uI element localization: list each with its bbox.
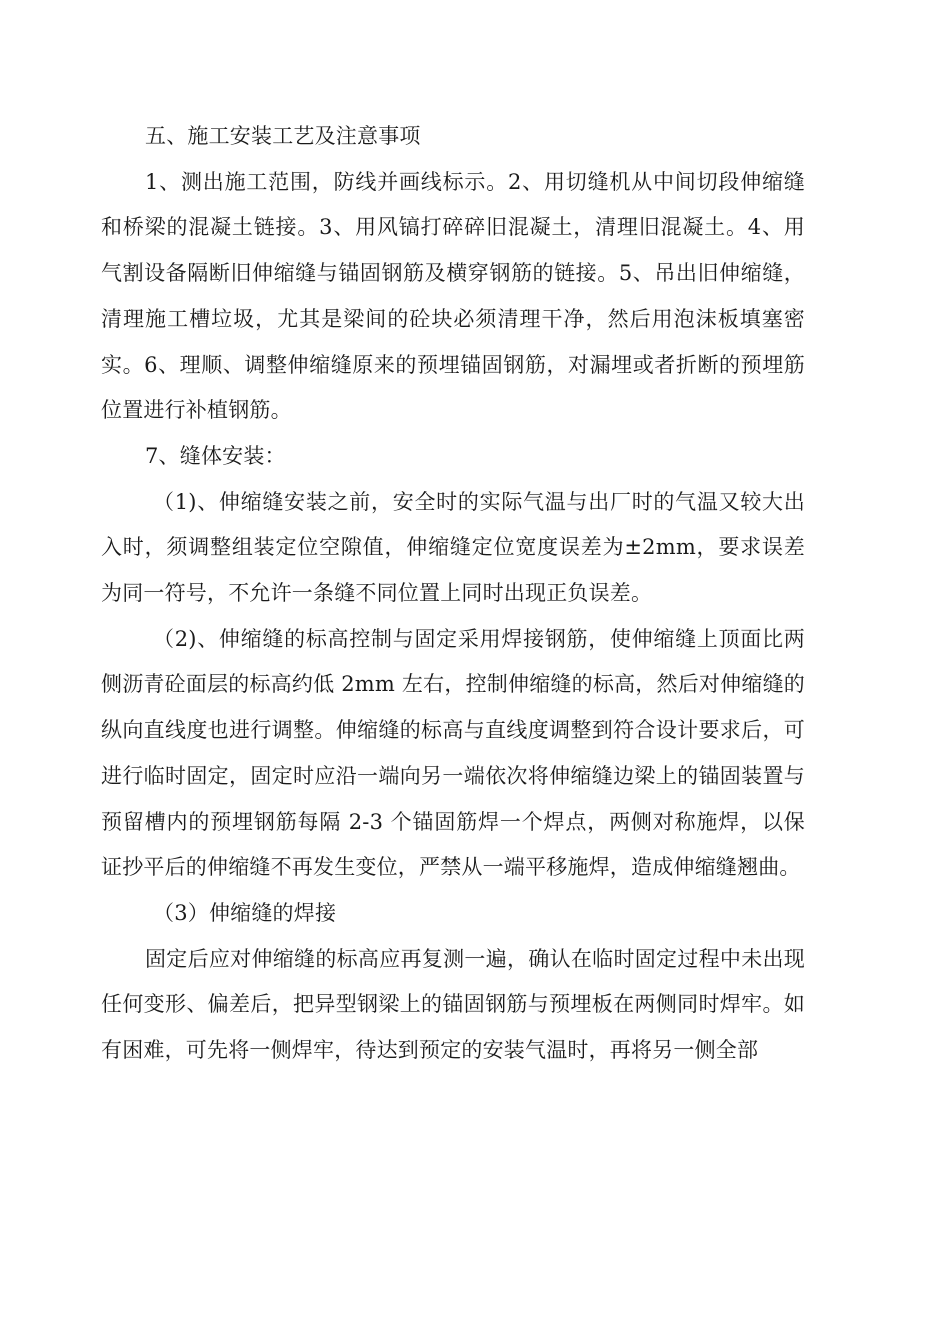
- sub-item-1-paragraph: （1)、伸缩缝安装之前，安全时的实际气温与出厂时的气温又较大出入时，须调整组装定位空隙值，伸缩缝定位宽度误差为±2mm，要求误差为同一符号，不允许一条缝不同位置上同时出现正负误差。: [101, 489, 805, 606]
- document-body: [101, 114, 805, 1074]
- construction-steps-paragraph: 1、测出施工范围，防线并画线标示。2、用切缝机从中间切段伸缩缝和桥梁的混凝土链接。3、用风镐打碎碎旧混凝土，清理旧混凝土。4、用气割设备隔断旧伸缩缝与锚固钢筋及横穿钢筋的链接。5、吊出旧伸缩缝，清理施工槽垃圾，尤其是梁间的砼块必须清理干净，然后用泡沫板填塞密实。6、理顺、调整伸缩缝原来的预埋锚固钢筋，对漏埋或者折断的预埋筋位置进行补植钢筋。: [101, 169, 805, 423]
- section-heading: 五、施工安装工艺及注意事项: [145, 124, 421, 148]
- sub-item-2-paragraph: （2)、伸缩缝的标高控制与固定采用焊接钢筋，使伸缩缝上顶面比两侧沥青砼面层的标高约低 2mm 左右，控制伸缩缝的标高，然后对伸缩缝的纵向直线度也进行调整。伸缩缝的标高与直线度调整到符合设计要求后，可进行临时固定，固定时应沿一端向另一端依次将伸缩缝边梁上的锚固装置与预留槽内的预埋钢筋每隔 2-3 个锚固筋焊一个焊点，两侧对称施焊，以保证抄平后的伸缩缝不再发生变位，严禁从一端平移施焊，造成伸缩缝翘曲。: [101, 626, 805, 880]
- joint-installation-heading: 7、缝体安装：: [145, 443, 286, 468]
- welding-paragraph: 固定后应对伸缩缝的标高应再复测一遍，确认在临时固定过程中未出现任何变形、偏差后，把异型钢梁上的锚固钢筋与预埋板在两侧同时焊牢。如有困难，可先将一侧焊牢，待达到预定的安装气温时，再将另一侧全部: [101, 946, 805, 1063]
- sub-item-3-heading: （3）伸缩缝的焊接: [153, 900, 337, 925]
